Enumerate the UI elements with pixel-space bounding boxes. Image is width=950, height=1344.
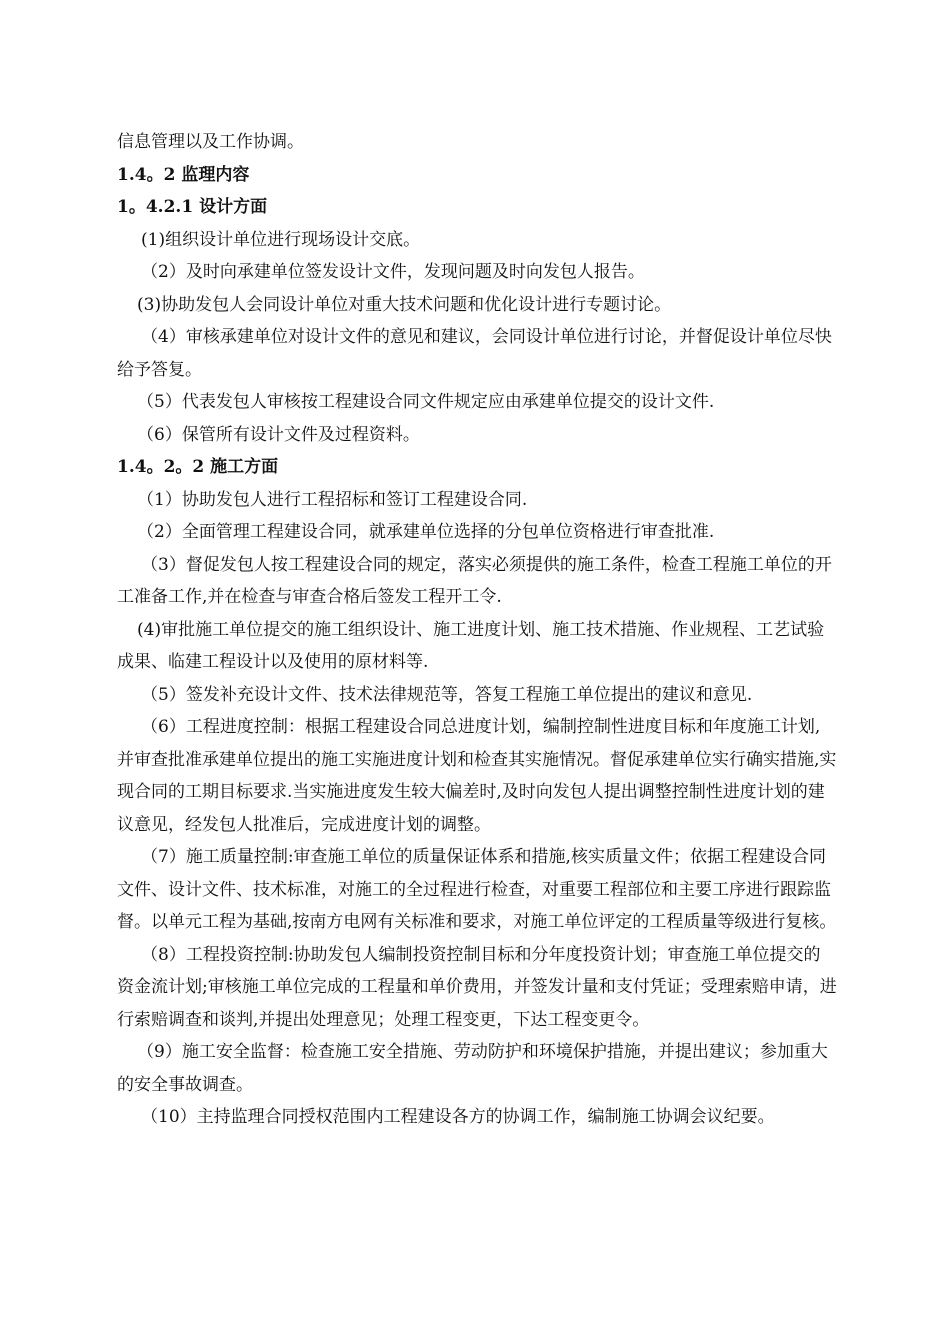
construction-item-9: （9）施工安全监督：检查施工安全措施、劳动防护和环境保护措施，并提出建议；参加重大的安全事故调查。	[117, 1042, 828, 1095]
design-item-1: (1)组织设计单位进行现场设计交底。	[141, 229, 421, 250]
intro-line: 信息管理以及工作协调。	[117, 132, 304, 152]
design-item-5: （5）代表发包人审核按工程建设合同文件规定应由承建单位提交的设计文件.	[137, 392, 715, 412]
heading-supervision-content: 1.4。2 监理内容	[117, 164, 250, 185]
construction-item-10: （10）主持监理合同授权范围内工程建设各方的协调工作，编制施工协调会议纪要。	[141, 1107, 775, 1127]
construction-item-2: （2）全面管理工程建设合同，就承建单位选择的分包单位资格进行审查批准.	[137, 522, 715, 542]
design-item-2: （2）及时向承建单位签发设计文件，发现问题及时向发包人报告。	[141, 262, 645, 282]
construction-item-7: （7）施工质量控制:审查施工单位的质量保证体系和措施,核实质量文件；依据工程建设合同文件、设计文件、技术标准，对施工的全过程进行检查，对重要工程部位和主要工序进行跟踪监督。以单元工程为基础,按南方电网有关标准和要求，对施工单位评定的工程质量等级进行复核。	[117, 847, 837, 932]
construction-item-4: (4)审批施工单位提交的施工组织设计、施工进度计划、施工技术措施、作业规程、工艺试验成果、临建工程设计以及使用的原材料等.	[117, 619, 825, 672]
heading-design-aspect: 1。4.2.1 设计方面	[117, 197, 268, 217]
design-item-6: （6）保管所有设计文件及过程资料。	[137, 424, 420, 445]
construction-item-5: （5）签发补充设计文件、技术法律规范等，答复工程施工单位提出的建议和意见.	[141, 684, 753, 705]
document-page	[117, 126, 837, 1134]
construction-item-6: （6）工程进度控制：根据工程建设合同总进度计划，编制控制性进度目标和年度施工计划,并审查批准承建单位提出的施工实施进度计划和检查其实施情况。督促承建单位实行确实措施,实现合同的工期目标要求.当实施进度发生较大偏差时,及时向发包人提出调整控制性进度计划的建议意见，经发包人批准后，完成进度计划的调整。	[117, 717, 837, 835]
heading-construction-aspect: 1.4。2。2 施工方面	[117, 457, 279, 477]
design-item-4: （4）审核承建单位对设计文件的意见和建议，会同设计单位进行讨论，并督促设计单位尽快给予答复。	[117, 327, 832, 380]
construction-item-1: （1）协助发包人进行工程招标和签订工程建设合同.	[137, 489, 528, 510]
design-item-3: (3)协助发包人会同设计单位对重大技术问题和优化设计进行专题讨论。	[137, 294, 672, 315]
construction-item-8: （8）工程投资控制:协助发包人编制投资控制目标和分年度投资计划；审查施工单位提交的资金流计划;审核施工单位完成的工程量和单价费用，并签发计量和支付凭证；受理索赔申请，进行索赔调查和谈判,并提出处理意见；处理工程变更，下达工程变更令。	[117, 944, 837, 1030]
construction-item-3: （3）督促发包人按工程建设合同的规定，落实必须提供的施工条件，检查工程施工单位的开工准备工作,并在检查与审查合格后签发工程开工令.	[117, 554, 832, 607]
